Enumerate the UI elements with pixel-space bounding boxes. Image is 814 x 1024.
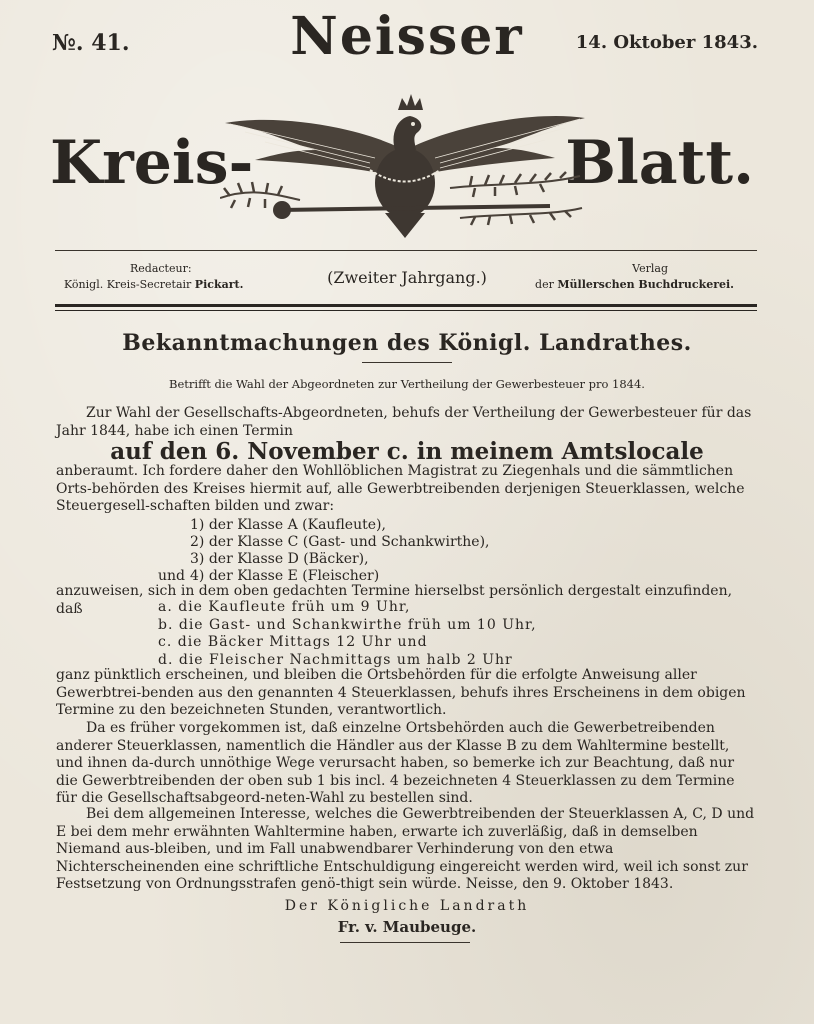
title-kreis: Kreis-: [50, 128, 254, 198]
verlag-prefix: der: [535, 278, 554, 291]
time-item: d. die Fleischer Nachmittags um halb 2 Uhr: [158, 651, 513, 668]
class-item: 4) der Klasse E (Fleischer): [190, 568, 380, 584]
time-item: a. die Kaufleute früh um 9 Uhr,: [158, 599, 411, 615]
masthead-double-rule: [55, 304, 757, 311]
class-item: 2) der Klasse C (Gast- und Schankwirthe),: [190, 534, 490, 550]
verlag-name: Müllerschen Buchdruckerei.: [557, 278, 734, 291]
issue-number: №. 41.: [52, 30, 130, 56]
paragraph-2: anberaumt. Ich fordere daher den Wohllöblichen Magistrat zu Ziegenhals und die sämmtlichen Orts-behörden des Kreises hiermit auf, alle Gewerbtreibenden derjenigen Steuerklassen, welche Steuergesell-schaften bilden und zwar:: [56, 463, 745, 515]
redacteur-prefix: Königl. Kreis-Secretair: [64, 278, 192, 291]
class-item: 1) der Klasse A (Kaufleute),: [190, 517, 386, 533]
class-list: [190, 517, 489, 585]
signature-name: Fr. v. Maubeuge.: [337, 918, 477, 936]
masthead-rule: [55, 250, 757, 251]
verlag-line: [535, 278, 734, 291]
jahrgang: (Zweiter Jahrgang.): [327, 268, 487, 287]
time-item: b. die Gast- und Schankwirthe früh um 10 Uhr,: [158, 616, 537, 633]
termin-line: auf den 6. November c. in meinem Amtslocale: [110, 438, 704, 465]
title-neisser: Neisser: [290, 6, 524, 67]
eagle-emblem-icon: [220, 88, 590, 243]
heading-rule: [362, 362, 452, 363]
time-item: c. die Bäcker Mittags 12 Uhr und: [158, 634, 428, 650]
end-rule: [340, 942, 470, 943]
redacteur-name: Pickart.: [194, 278, 244, 291]
section-heading: Bekanntmachungen des Königl. Landrathes.: [122, 330, 692, 356]
time-list: [158, 599, 537, 669]
title-blatt: Blatt.: [565, 128, 754, 198]
class-item: 3) der Klasse D (Bäcker),: [190, 551, 369, 567]
paragraph-1: Zur Wahl der Gesellschafts-Abgeordneten, behufs der Vertheilung der Gewerbesteuer für das Jahr 1844, habe ich einen Termin: [56, 405, 752, 439]
paragraph-4: ganz pünktlich erscheinen, und bleiben die Ortsbehörden für die erfolgte Anweisung aller Gewerbtrei-benden aus den genannten 4 Steuerklassen, behufs ihres Erscheinens in dem obigen Termine zu den bezeichneten Stunden, verantwortlich.: [56, 667, 746, 719]
subject-line: Betrifft die Wahl der Abgeordneten zur Vertheilung der Gewerbesteuer pro 1844.: [169, 377, 645, 391]
issue-date: 14. Oktober 1843.: [575, 32, 758, 53]
redacteur-label: Redacteur:: [130, 262, 192, 275]
signature-title: Der Königliche Landrath: [284, 898, 530, 914]
und-word: und: [158, 568, 185, 584]
paragraph-3: anzuweisen, sich in dem oben gedachten Termine hierselbst persönlich dergestalt einzufinden, daß: [56, 583, 733, 617]
verlag-label: Verlag: [632, 262, 668, 275]
paragraph-6: Bei dem allgemeinen Interesse, welches die Gewerbtreibenden der Steuerklassen A, C, D und E bei dem mehr erwähnten Wahltermine haben, erwarte ich zuverläßig, daß in demselben Niemand aus-bleiben, und im Fall unabwendbarer Verhinderung von den etwa Nichterscheinenden eine schriftliche Entschuldigung eingereicht werden wird, weil ich sonst zur Festsetzung von Ordnungsstrafen genö-thigt sein würde. Neisse, den 9. Oktober 1843.: [56, 806, 755, 893]
paragraph-5: Da es früher vorgekommen ist, daß einzelne Ortsbehörden auch die Gewerbetreibenden anderer Steuerklassen, namentlich die Händler aus der Klasse B zu dem Wahltermine bestellt, und ihnen da-durch unnöthige Wege verursacht haben, so bemerke ich zur Beachtung, daß nur die Gewerbtreibenden der oben sub 1 bis incl. 4 bezeichneten 4 Steuerklassen zu dem Termine für die Gesellschaftsabgeord-neten-Wahl zu bestellen sind.: [56, 720, 735, 807]
